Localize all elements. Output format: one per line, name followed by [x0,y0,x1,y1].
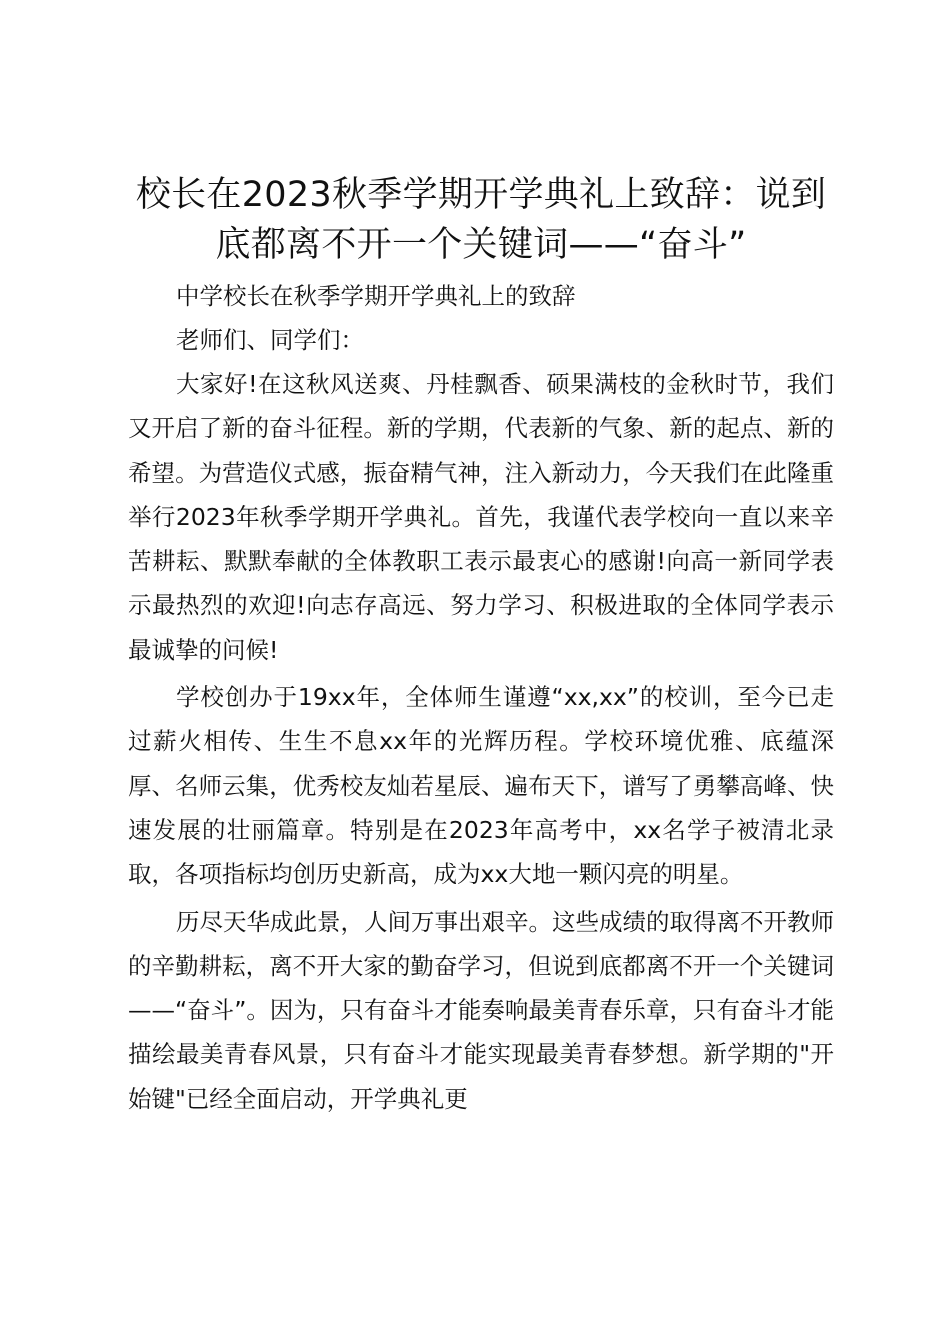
salutation: 老师们、同学们： [176,326,364,354]
document-title: 校长在2023秋季学期开学典礼上致辞：说到底都离不开一个关键词——“奋斗” [135,175,827,265]
document-page [128,170,834,1121]
body-paragraph-1: 大家好!在这秋风送爽、丹桂飘香、硕果满枝的金秋时节，我们又开启了新的奋斗征程。新的学期，代表新的气象、新的起点、新的希望。为营造仪式感，振奋精气神，注入新动力，今天我们在此隆重举行2023年秋季学期开学典礼。首先，我谨代表学校向一直以来辛苦耕耘、默默奉献的全体教职工表示最衷心的感谢!向高一新同学表示最热烈的欢迎!向志存高远、努力学习、积极进取的全体同学表示最诚挚的问候! [128,370,834,664]
document-subtitle: 中学校长在秋季学期开学典礼上的致辞 [176,282,576,310]
body-paragraph-3: 历尽天华成此景，人间万事出艰辛。这些成绩的取得离不开教师的辛勤耕耘，离不开大家的勤奋学习，但说到底都离不开一个关键词——“奋斗”。因为，只有奋斗才能奏响最美青春乐章，只有奋斗才能描绘最美青春风景，只有奋斗才能实现最美青春梦想。新学期的"开始键"已经全面启动，开学典礼更 [128,907,834,1113]
body-paragraph-2: 学校创办于19xx年，全体师生谨遵“xx,xx”的校训，至今已走过薪火相传、生生不息xx年的光辉历程。学校环境优雅、底蕴深厚、名师云集，优秀校友灿若星辰、遍布天下，谱写了勇攀高峰、快速发展的壮丽篇章。特别是在2023年高考中，xx名学子被清北录取，各项指标均创历史新高，成为xx大地一颗闪亮的明星。 [128,683,834,889]
